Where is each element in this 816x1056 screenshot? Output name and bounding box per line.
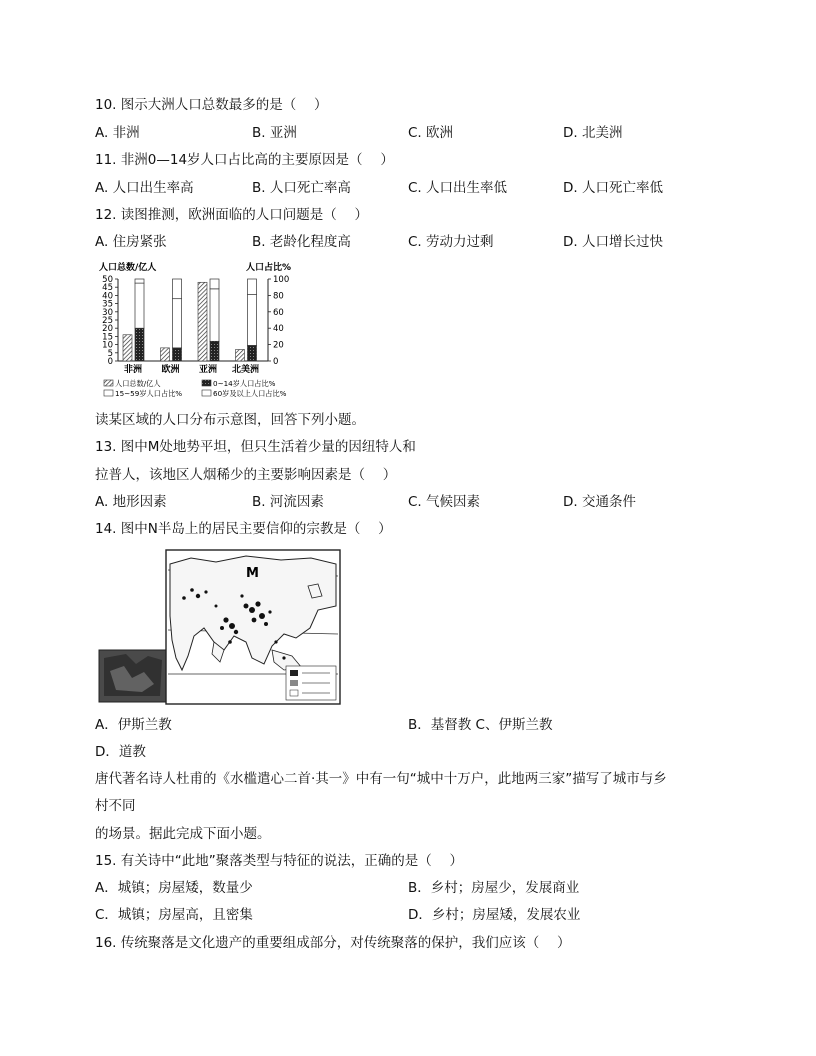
bar-age-60-plus — [210, 279, 219, 289]
bar-total-population — [123, 335, 132, 361]
option-14-a: A．伊斯兰教 — [95, 717, 172, 733]
option-12-d: D. 人口增长过快 — [563, 234, 663, 250]
left-tick-label: 10 — [102, 340, 113, 351]
right-tick-label: 60 — [273, 307, 284, 318]
option-14-bc: B．基督教 C、伊斯兰教 — [408, 717, 553, 733]
option-13-a: A. 地形因素 — [95, 494, 167, 510]
legend-label-15-59: 15~59岁人口占比% — [115, 389, 183, 398]
bar-age-0-14 — [210, 341, 219, 361]
population-bar-chart — [96, 259, 306, 401]
question-14-stem: 14. 图中N半岛上的居民主要信仰的宗教是（ ） — [95, 521, 392, 537]
legend-swatch-60plus — [202, 390, 211, 396]
option-10-a: A. 非洲 — [95, 125, 140, 141]
option-12-b: B. 老龄化程度高 — [252, 234, 351, 250]
left-tick-label: 40 — [102, 291, 113, 302]
left-tick-label: 25 — [102, 316, 113, 326]
option-15-d: D．乡村；房屋矮，发展农业 — [408, 907, 581, 923]
question-15-stem: 15. 有关诗中“此地”聚落类型与特征的说法，正确的是（ ） — [95, 853, 464, 869]
option-11-d: D. 人口死亡率低 — [563, 180, 663, 196]
legend-label-total: 人口总数/亿人 — [115, 379, 161, 388]
legend-swatch-total — [104, 380, 113, 386]
option-11-c: C. 人口出生率低 — [408, 180, 508, 196]
option-15-c: C．城镇；房屋高，且密集 — [95, 907, 253, 923]
right-tick-label: 40 — [273, 324, 284, 335]
left-tick-label: 35 — [102, 299, 113, 310]
question-13-stem-line1: 13. 图中M处地势平坦，但只生活着少量的因纽特人和 — [95, 439, 416, 455]
bar-age-0-14 — [248, 345, 257, 361]
question-11-stem: 11. 非洲0—14岁人口占比高的主要原因是（ ） — [95, 152, 394, 168]
question-10-stem: 10. 图示大洲人口总数最多的是（ ） — [95, 97, 328, 113]
chart-legend — [104, 379, 287, 398]
category-label: 非洲 — [123, 365, 143, 375]
option-10-b: B. 亚洲 — [252, 125, 297, 141]
legend-label-60plus: 60岁及以上人口占比% — [213, 389, 287, 398]
option-10-c: C. 欧洲 — [408, 125, 454, 141]
option-12-a: A. 住房紧张 — [95, 234, 167, 250]
legend-label-0-14: 0~14岁人口占比% — [213, 379, 276, 388]
option-13-c: C. 气候因素 — [408, 494, 481, 510]
category-label: 北美洲 — [231, 365, 260, 375]
question-13-stem-line2: 拉普人，该地区人烟稀少的主要影响因素是（ ） — [95, 467, 397, 483]
right-tick-label: 0 — [273, 357, 279, 367]
option-15-a: A．城镇；房屋矮，数量少 — [95, 880, 253, 896]
bar-age-60-plus — [135, 279, 144, 283]
option-10-d: D. 北美洲 — [563, 125, 623, 141]
option-11-a: A. 人口出生率高 — [95, 180, 194, 196]
option-13-b: B. 河流因素 — [252, 494, 324, 510]
left-tick-label: 15 — [102, 332, 113, 343]
population-distribution-map — [96, 546, 346, 708]
bar-total-population — [198, 282, 207, 361]
bar-age-15-59 — [210, 289, 219, 341]
map-label-m: M — [246, 566, 259, 581]
bar-age-60-plus — [248, 279, 257, 295]
category-label: 亚洲 — [198, 365, 218, 375]
question-16-stem: 16. 传统聚落是文化遗产的重要组成部分，对传统聚落的保护，我们应该（ ） — [95, 935, 571, 951]
left-tick-label: 45 — [102, 283, 113, 294]
option-15-b: B．乡村；房屋少，发展商业 — [408, 880, 580, 896]
question-12-stem: 12. 读图推测，欧洲面临的人口问题是（ ） — [95, 207, 369, 223]
bar-total-population — [161, 348, 170, 361]
bar-total-population — [236, 350, 245, 361]
left-axis-title: 人口总数/亿人 — [99, 263, 157, 273]
passage-line-1: 唐代著名诗人杜甫的《水槛遣心二首·其一》中有一句“城中十万户，此地两三家”描写了城市与乡 — [95, 771, 667, 787]
passage-line-2: 村不同 — [95, 798, 136, 814]
bar-age-0-14 — [135, 328, 144, 361]
left-tick-label: 50 — [102, 275, 113, 285]
right-tick-label: 100 — [273, 275, 290, 285]
left-tick-label: 20 — [102, 324, 113, 335]
option-14-d: D．道教 — [95, 744, 146, 760]
bar-age-60-plus — [173, 279, 182, 299]
passage-line-3: 的场景。据此完成下面小题。 — [95, 826, 271, 842]
option-11-b: B. 人口死亡率高 — [252, 180, 351, 196]
right-axis-title: 人口占比% — [246, 263, 292, 273]
legend-swatch-15-59 — [104, 390, 113, 396]
category-label: 欧洲 — [161, 365, 180, 375]
option-13-d: D. 交通条件 — [563, 494, 636, 510]
left-tick-label: 30 — [102, 307, 113, 318]
left-tick-label: 5 — [107, 348, 113, 359]
legend-swatch-0-14 — [202, 380, 211, 386]
right-tick-label: 20 — [273, 340, 284, 351]
bar-age-0-14 — [173, 348, 182, 361]
bar-age-15-59 — [173, 299, 182, 348]
left-tick-label: 0 — [107, 357, 113, 367]
bar-age-15-59 — [135, 283, 144, 328]
option-12-c: C. 劳动力过剩 — [408, 234, 494, 250]
bar-age-15-59 — [248, 295, 257, 346]
right-tick-label: 80 — [273, 291, 284, 302]
intro-text: 读某区域的人口分布示意图，回答下列小题。 — [95, 412, 365, 428]
